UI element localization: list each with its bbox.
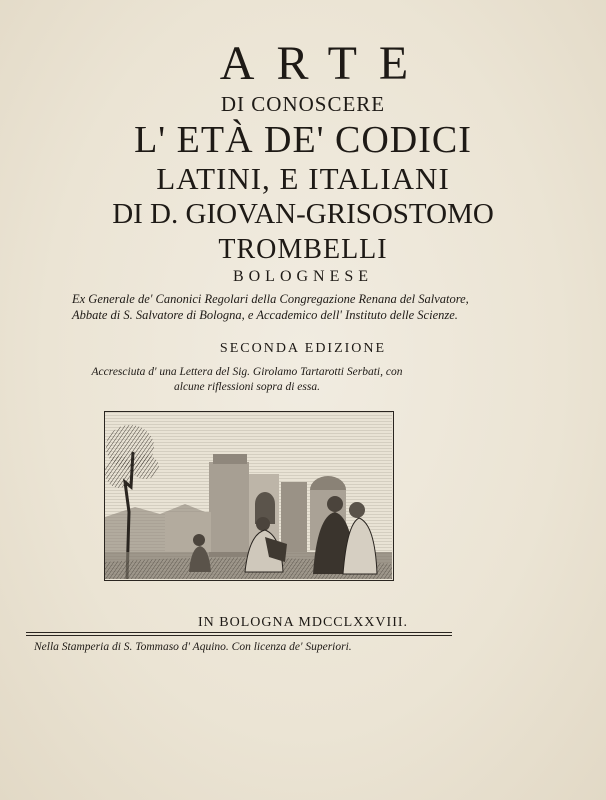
title-di-conoscere: DI CONOSCERE (220, 92, 386, 116)
edition-label: SECONDA EDIZIONE (219, 341, 387, 356)
imprint-city: IN BOLOGNA MDCCLXXVIII. (197, 615, 409, 630)
divider-rule-thin (26, 635, 452, 636)
printer-line: Nella Stamperia di S. Tommaso d' Aquino. Con licenza de' Superiori. (34, 641, 352, 653)
author-surname: TROMBELLI (218, 234, 388, 265)
title-arte: ARTE (219, 37, 431, 90)
title-latini-italiani: LATINI, E ITALIANI (156, 161, 450, 196)
author-origin: BOLOGNESE (232, 268, 374, 285)
title-eta-codici: L' ETÀ DE' CODICI (134, 119, 472, 161)
author-line: DI D. GIOVAN-GRISOSTOMO (112, 198, 494, 230)
divider-rule (26, 632, 452, 633)
author-description: Ex Generale de' Canonici Regolari della Congregazione Renana del Salvatore, Abbate di S. Salvatore di Bologna, e Accademico dell' Instituto delle Scienze. (72, 292, 469, 322)
engraved-vignette (104, 411, 394, 581)
edition-addition: Accresciuta d' una Lettera del Sig. Girolamo Tartarotti Serbati, con alcune riflessioni sopra di essa. (91, 366, 403, 393)
